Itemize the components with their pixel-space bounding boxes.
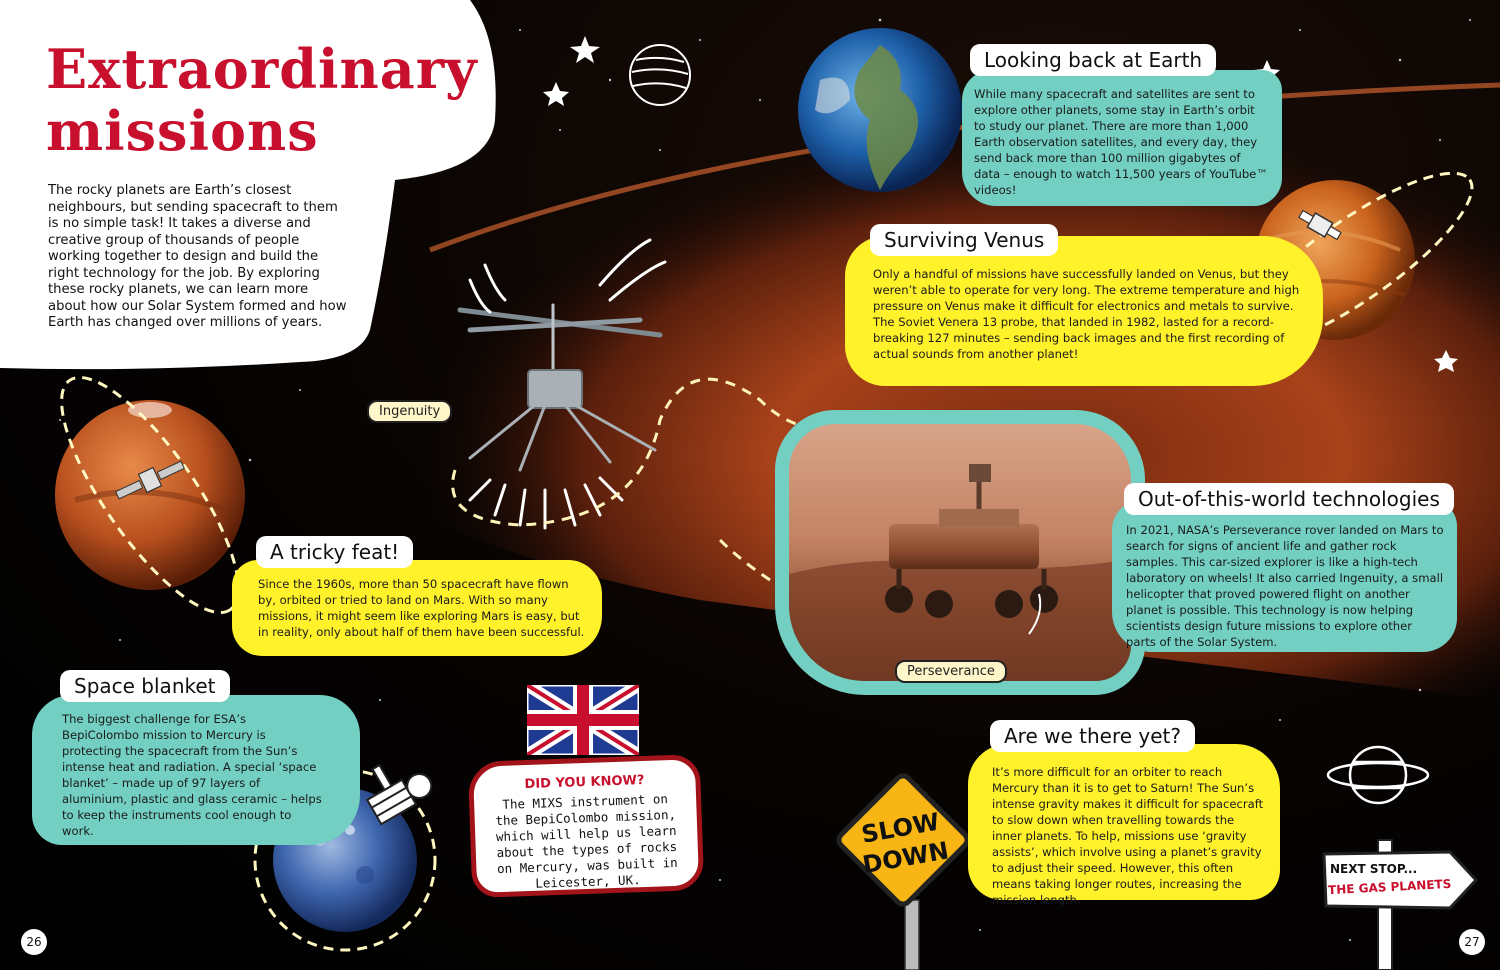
next-stop-sign[interactable]	[1322, 850, 1478, 910]
sign-line2: DOWN	[860, 836, 951, 880]
slow-down-sign	[838, 775, 968, 905]
saturn-doodle-icon	[1328, 747, 1428, 803]
blanket-text-box	[32, 695, 360, 845]
tech-text-box	[1112, 500, 1457, 652]
perseverance-photo	[775, 410, 1145, 695]
tricky-body: Since the 1960s, more than 50 spacecraft have flown by, orbited or tried to land on Mars. With so many missions, it might seem like exploring Mars is easy, but in reality, only about half of them have been successful.	[258, 577, 585, 639]
page-number-right: 27	[1459, 929, 1485, 955]
page-title	[46, 38, 478, 162]
planet-doodle-icon	[630, 45, 690, 105]
tech-body: In 2021, NASA’s Perseverance rover landed on Mars to search for signs of ancient life and gather rock samples. This car-sized explorer is like a high-tech laboratory on wheels! It also carried Ingenuity, a small helicopter that proved powered flight on another planet is possible. This technology is now helping scientists design future missions to explore other parts of the Solar System.	[1126, 523, 1444, 649]
blanket-heading: Space blanket	[60, 670, 230, 702]
page-number-left: 26	[21, 929, 47, 955]
uk-flag-icon	[527, 685, 639, 755]
intro-text: The rocky planets are Earth’s closest neighbours, but sending spacecraft to them is no simple task! It takes a diverse and creative group of thousands of people working together to design and build the right technology for the job. By exploring these rocky planets, we can learn more about how our Solar System formed and how Earth has changed over millions of years.	[48, 183, 347, 330]
next-stop-line2: THE GAS PLANETS	[1327, 876, 1452, 898]
earth-planet	[798, 28, 962, 192]
tricky-heading: A tricky feat!	[256, 536, 413, 568]
page-title-line2: missions	[46, 99, 319, 163]
blanket-body: The biggest challenge for ESA’s BepiColombo mission to Mercury is protecting the spacecraft from the Sun’s intense heat and radiation. A special ‘space blanket’ – made up of 97 layers of aluminium, plastic and glass ceramic – helps to keep the instruments cool enough to work.	[62, 712, 322, 838]
did-you-know-heading: DID YOU KNOW?	[524, 772, 645, 793]
venus-text-box	[845, 236, 1323, 386]
venus-body: Only a handful of missions have successfully landed on Venus, but they weren’t able to operate for very long. The extreme temperature and high pressure on Venus make it difficult for electronics and metals to survive. The Soviet Venera 13 probe, that landed in 1982, lasted for a record-breaking 127 minutes – sending back images and the first recording of actual sounds from another planet!	[873, 267, 1300, 361]
earth-body: While many spacecraft and satellites are sent to explore other planets, some stay in Earth’s orbit to study our planet. There are more than 1,000 Earth observation satellites, and every day, they send back more than 100 million gigabytes of data – enough to watch 11,500 years of YouTube™ videos!	[974, 87, 1268, 197]
did-you-know-body: The MIXS instrument on the BepiColombo mission, which will help us learn about the types of rocks on Mercury, was built in Leicester, UK.	[495, 791, 678, 891]
next-stop-line1: NEXT STOP...	[1330, 862, 1418, 876]
yet-text-box	[968, 744, 1280, 907]
perseverance-rover-icon	[789, 424, 1131, 681]
did-you-know-box	[468, 754, 705, 898]
tech-heading: Out-of-this-world technologies	[1124, 483, 1454, 515]
venus-heading: Surviving Venus	[870, 224, 1058, 256]
sign-line1: SLOW	[859, 807, 942, 849]
earth-heading: Looking back at Earth	[970, 44, 1216, 76]
tricky-text-box	[232, 560, 602, 656]
yet-heading: Are we there yet?	[990, 720, 1195, 752]
sign-pole	[905, 900, 919, 970]
earth-text-box	[962, 70, 1282, 206]
slow-down-text	[834, 802, 972, 884]
yet-body: It’s more difficult for an orbiter to reach Mercury than it is to get to Saturn! The Sun’s intense gravity makes it difficult for spacecraft to slow down when travelling towards the inner planets. To help, missions use ‘gravity assists’, which involve using a planet’s gravity to adjust their speed. However, this often means taking longer routes, increasing the mission length.	[992, 765, 1264, 907]
perseverance-label: Perseverance	[895, 660, 1007, 683]
ingenuity-label: Ingenuity	[367, 400, 452, 423]
page-title-line1: Extraordinary	[46, 37, 478, 101]
